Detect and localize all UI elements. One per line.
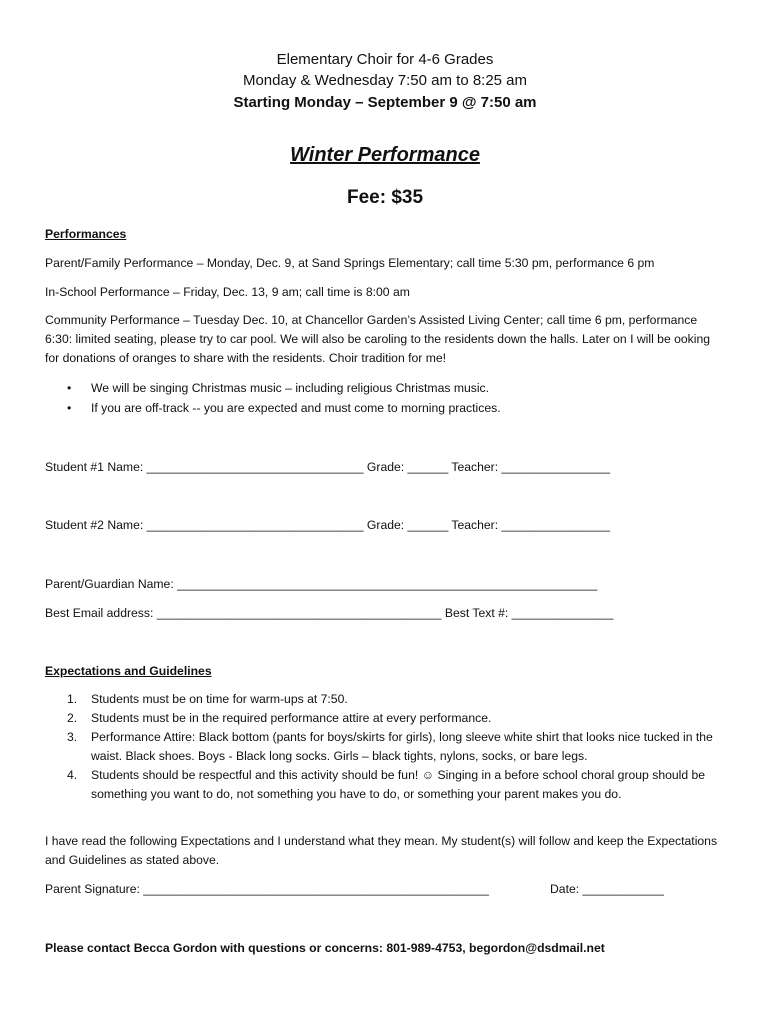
list-item: 1. Students must be on time for warm-ups at 7:50. (67, 692, 348, 706)
list-item (45, 398, 725, 418)
contact-field[interactable]: Best Email address: __________________________________________ Best Text #: _______________ (45, 606, 614, 620)
expectations-heading: Expectations and Guidelines (45, 664, 212, 678)
student1-field[interactable]: Student #1 Name: ________________________________ Grade: ______ Teacher: ________________ (45, 460, 610, 474)
list-item (45, 378, 725, 398)
student2-field[interactable]: Student #2 Name: ________________________________ Grade: ______ Teacher: ________________ (45, 518, 610, 532)
page-title: Winter Performance (290, 144, 480, 166)
agreement-text: I have read the following Expectations and I understand what they mean. My student(s) will follow and keep the Expectations and Guidelines as stated above. (45, 834, 718, 867)
bullet-text: We will be singing Christmas music – including religious Christmas music. (91, 381, 490, 395)
date-field[interactable]: Date: ____________ (550, 882, 664, 896)
performance-notes-list (45, 378, 725, 418)
performance-item: In-School Performance – Friday, Dec. 13, 9 am; call time is 8:00 am (45, 285, 410, 299)
expectation-text: Students must be in the required performance attire at every performance. (91, 711, 492, 725)
header-line-2: Monday & Wednesday 7:50 am to 8:25 am (242, 72, 528, 89)
contact-note: Please contact Becca Gordon with questions or concerns: 801-989-4753, begordon@dsdmail.net (45, 941, 605, 955)
performance-item: Community Performance – Tuesday Dec. 10, at Chancellor Garden’s Assisted Living Center; call time 6 pm, performance 6:30: limited seating, please try to car pool. We will also be caroling to the residents down the halls. Later on I will be ooking for donations of oranges to share with the residents. Choir tradition for me! (45, 313, 711, 365)
bullet-icon: • (67, 381, 72, 395)
parent-signature-field[interactable]: Parent Signature: ___________________________________________________ (45, 882, 489, 896)
performances-heading: Performances (45, 227, 127, 241)
bullet-icon: • (67, 401, 72, 415)
bullet-text: If you are off-track -- you are expected and must come to morning practices. (91, 401, 501, 415)
performance-item: Parent/Family Performance – Monday, Dec. 9, at Sand Springs Elementary; call time 5:30 pm, performance 6 pm (45, 256, 655, 270)
list-item: 3. Performance Attire: Black bottom (pants for boys/skirts for girls), long sleeve white shirt that looks nice tucked in the waist. Black shoes. Boys - Black long socks. Girls – black tights, nylons, socks, or bare legs. (67, 730, 713, 763)
expectations-list (45, 690, 725, 804)
fee-label: Fee: $35 (346, 187, 424, 208)
header-line-1: Elementary Choir for 4-6 Grades (276, 51, 494, 68)
guardian-name-field[interactable]: Parent/Guardian Name: ______________________________________________________________ (45, 577, 598, 591)
expectation-text: Students should be respectful and this activity should be fun! ☺ Singing in a before school choral group should be something you want to do, not something you have to do, or something your parent makes you do. (91, 768, 706, 801)
expectation-text: Performance Attire: Black bottom (pants for boys/skirts for girls), long sleeve white shirt that looks nice tucked in the waist. Black shoes. Boys - Black long socks. Girls – black tights, nylons, socks, or bare legs. (91, 730, 713, 763)
header-line-3: Starting Monday – September 9 @ 7:50 am (233, 94, 537, 111)
expectation-text: Students must be on time for warm-ups at 7:50. (91, 692, 348, 706)
list-item: 4. Students should be respectful and this activity should be fun! ☺ Singing in a before school choral group should be something you want to do, not something you have to do, or something your parent makes you do. (67, 768, 706, 801)
list-item: 2. Students must be in the required performance attire at every performance. (67, 711, 492, 725)
